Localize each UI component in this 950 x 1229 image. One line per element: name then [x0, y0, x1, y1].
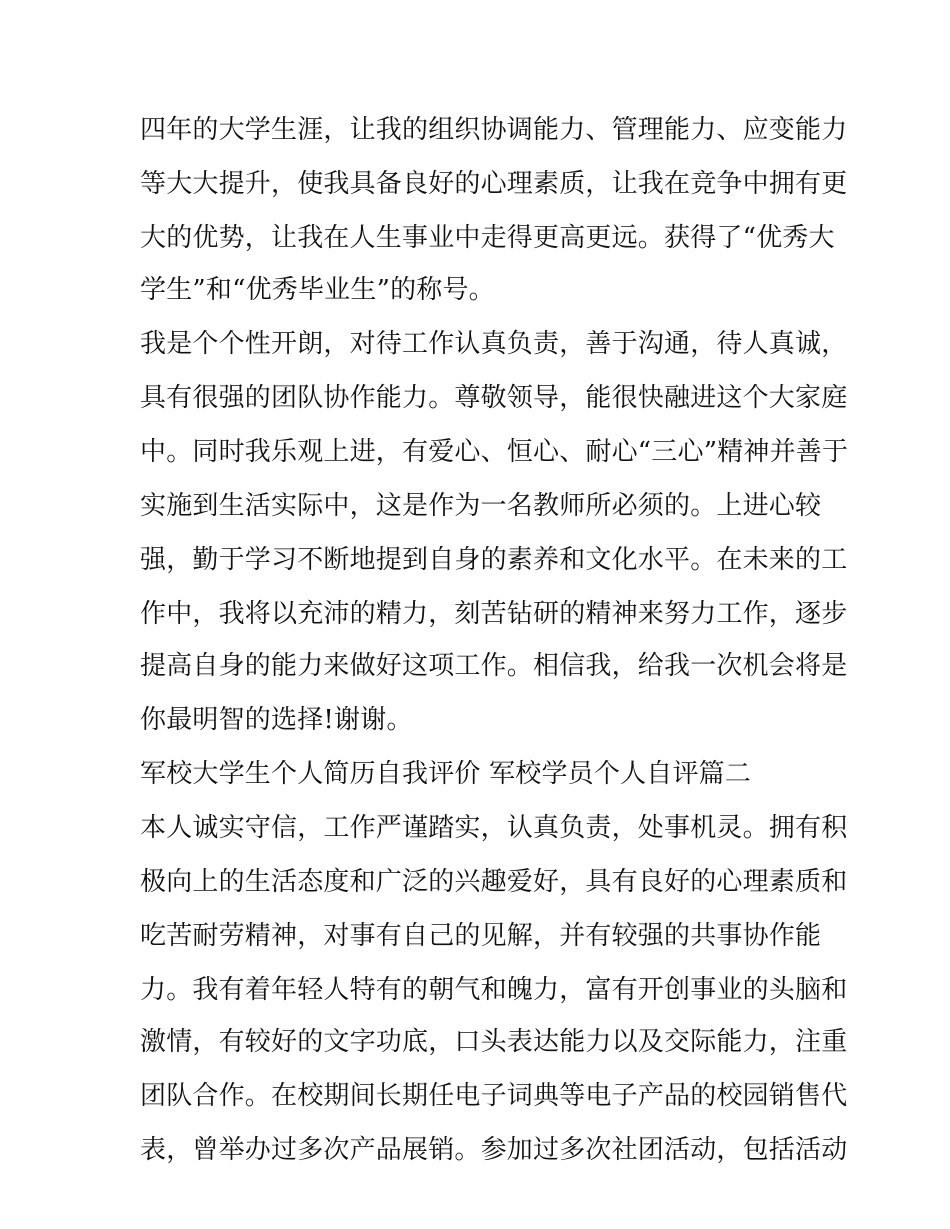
text-line: 实施到生活实际中，这是作为一名教师所必须的。上进心较 [140, 491, 822, 521]
text-line: 我是个个性开朗，对待工作认真负责，善于沟通，待人真诚， [140, 329, 848, 359]
section-heading: 军校大学生个人简历自我评价 军校学员个人自评篇二 [140, 759, 752, 789]
text-line: 学生”和“优秀毕业生”的称号。 [140, 275, 495, 305]
text-line: 四年的大学生涯，让我的组织协调能力、管理能力、应变能力 [140, 115, 848, 145]
text-line: 力。我有着年轻人特有的朝气和魄力，富有开创事业的头脑和 [140, 975, 848, 1005]
text-line: 激情，有较好的文字功底，口头表达能力以及交际能力，注重 [140, 1027, 848, 1057]
text-line: 等大大提升，使我具备良好的心理素质，让我在竞争中拥有更 [140, 169, 848, 199]
text-line: 极向上的生活态度和广泛的兴趣爱好，具有良好的心理素质和 [140, 867, 848, 897]
text-line: 团队合作。在校期间长期任电子词典等电子产品的校园销售代 [140, 1081, 848, 1111]
text-line: 表，曾举办过多次产品展销。参加过多次社团活动，包括活动 [140, 1135, 848, 1165]
text-line: 作中，我将以充沛的精力，刻苦钻研的精神来努力工作，逐步 [140, 599, 848, 629]
text-line: 中。同时我乐观上进，有爱心、恒心、耐心“三心”精神并善于 [140, 437, 849, 467]
text-line: 大的优势，让我在人生事业中走得更高更远。获得了“优秀大 [140, 223, 835, 253]
text-line: 本人诚实守信，工作严谨踏实，认真负责，处事机灵。拥有积 [140, 813, 848, 843]
text-line: 提高自身的能力来做好这项工作。相信我，给我一次机会将是 [140, 651, 848, 681]
text-line: 你最明智的选择!谢谢。 [140, 705, 413, 735]
text-line: 具有很强的团队协作能力。尊敬领导，能很快融进这个大家庭 [140, 383, 848, 413]
text-line: 强，勤于学习不断地提到自身的素养和文化水平。在未来的工 [140, 545, 848, 575]
text-line: 吃苦耐劳精神，对事有自己的见解，并有较强的共事协作能 [140, 921, 822, 951]
